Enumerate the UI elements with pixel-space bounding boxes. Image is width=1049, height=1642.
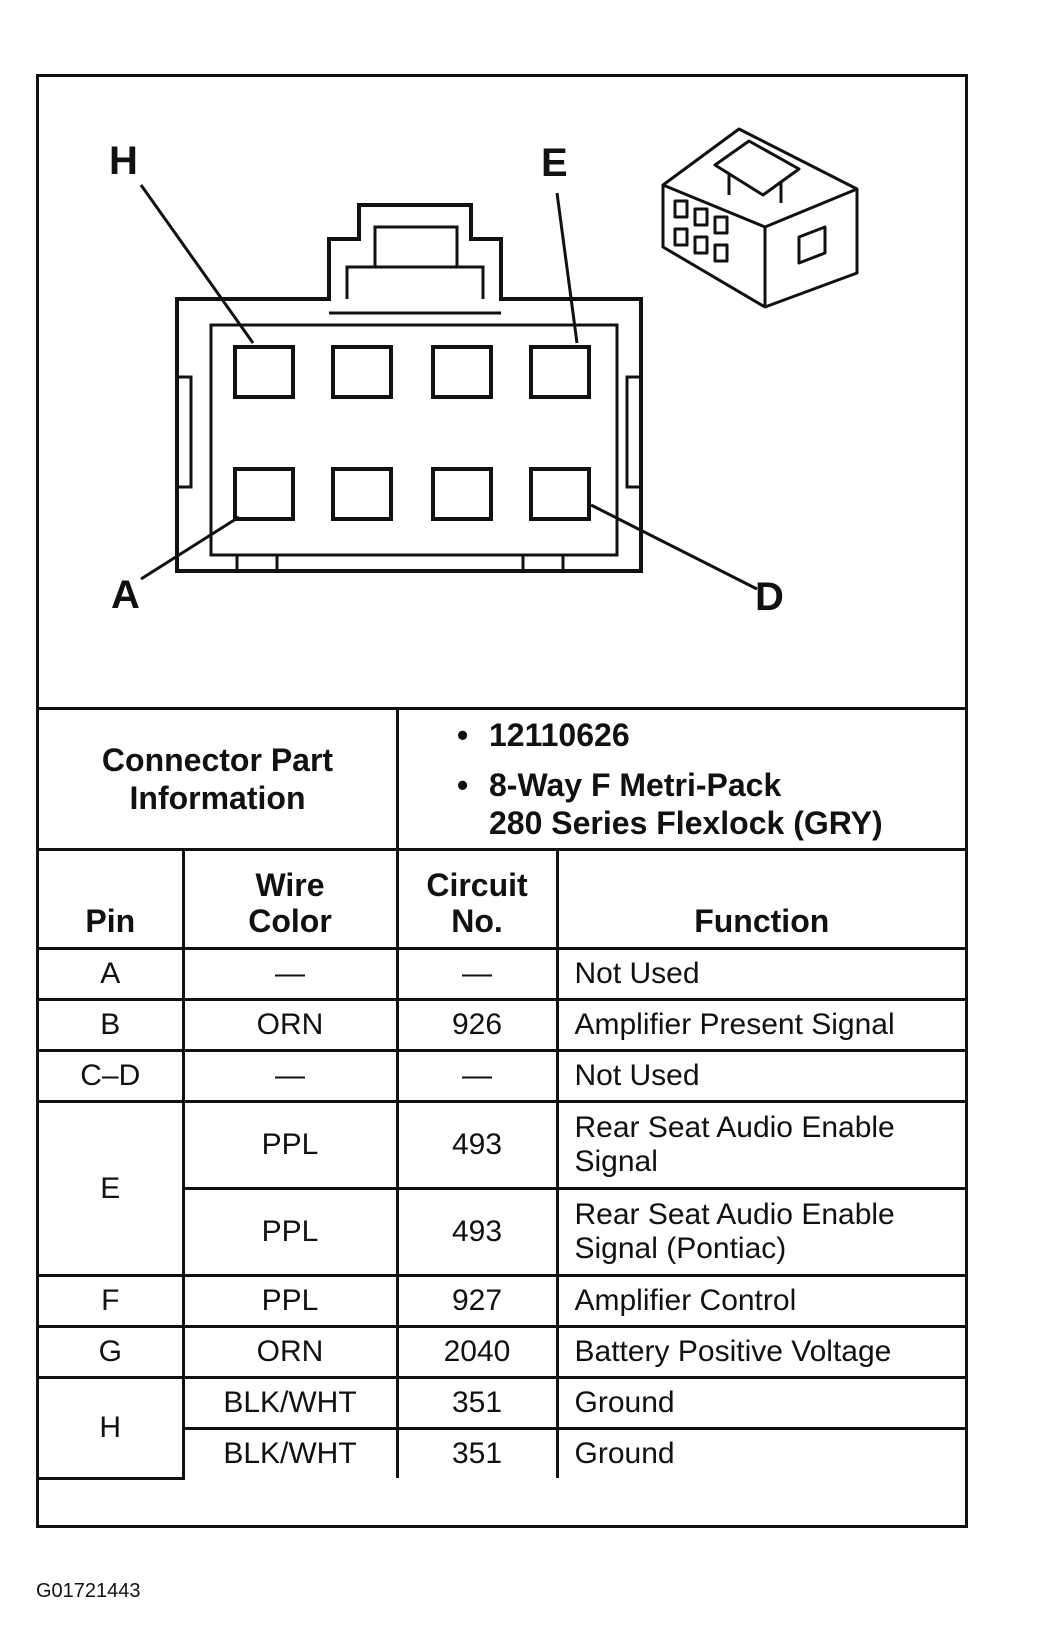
description-item [399,766,965,842]
pin-cell: E [39,1102,183,1276]
pin-e-label: E [541,141,568,185]
pin-h-label: H [109,139,138,183]
table-row [39,1000,965,1051]
function-cell: Not Used [557,1051,965,1102]
pin-cell: A [39,949,183,1000]
table-header-row [39,851,965,949]
wire-color-cell: PPL [183,1102,397,1189]
function-cell: Ground [557,1429,965,1479]
circuit-cell: 493 [397,1189,557,1276]
pin-cell: B [39,1000,183,1051]
wire-color-cell: PPL [183,1276,397,1327]
function-cell: Amplifier Control [557,1276,965,1327]
table-row [39,1327,965,1378]
pin-cell: C–D [39,1051,183,1102]
part-number: 12110626 [489,717,630,753]
wire-color-cell: ORN [183,1327,397,1378]
table-row [39,1276,965,1327]
pin-cell: F [39,1276,183,1327]
circuit-cell: 351 [397,1378,557,1429]
function-cell: Not Used [557,949,965,1000]
circuit-cell: 493 [397,1102,557,1189]
wire-color-cell: BLK/WHT [183,1429,397,1479]
table-row [39,1051,965,1102]
description-line1: 8-Way F Metri-Pack [489,767,782,803]
header-circuit-no: Circuit No. [397,851,557,949]
bullet-icon: • [457,767,469,803]
wire-color-cell: BLK/WHT [183,1378,397,1429]
pin-cell: G [39,1327,183,1378]
connector-info-heading [39,710,399,848]
table-row [39,1378,965,1429]
pin-cell: H [39,1378,183,1479]
connector-info-details [399,710,965,848]
header-function: Function [557,851,965,949]
function-cell: Amplifier Present Signal [557,1000,965,1051]
connector-part-information [39,707,965,851]
header-wire-color: Wire Color [183,851,397,949]
bullet-icon: • [457,717,469,753]
table-row [39,1102,965,1189]
wire-color-cell: — [183,1051,397,1102]
part-number-item [399,716,965,754]
connector-info-heading-line2: Information [129,780,306,816]
pin-a-label: A [111,573,140,617]
function-cell: Battery Positive Voltage [557,1327,965,1378]
function-cell: Rear Seat Audio Enable Signal (Pontiac) [557,1189,965,1276]
circuit-cell: 351 [397,1429,557,1479]
circuit-cell: 927 [397,1276,557,1327]
function-cell: Ground [557,1378,965,1429]
circuit-cell: 2040 [397,1327,557,1378]
pinout-table [39,851,965,1480]
function-cell: Rear Seat Audio Enable Signal [557,1102,965,1189]
wire-color-cell: — [183,949,397,1000]
circuit-cell: — [397,949,557,1000]
connector-card [36,74,968,1528]
connector-diagram [39,77,965,707]
wire-color-cell: ORN [183,1000,397,1051]
figure-code: G01721443 [36,1580,141,1602]
table-row [39,949,965,1000]
connector-face-drawing [39,77,965,707]
description-line2: 280 Series Flexlock (GRY) [489,805,883,841]
wire-color-cell: PPL [183,1189,397,1276]
circuit-cell: 926 [397,1000,557,1051]
header-pin: Pin [39,851,183,949]
circuit-cell: — [397,1051,557,1102]
connector-info-heading-line1: Connector Part [101,742,334,778]
pin-d-label: D [755,575,784,619]
